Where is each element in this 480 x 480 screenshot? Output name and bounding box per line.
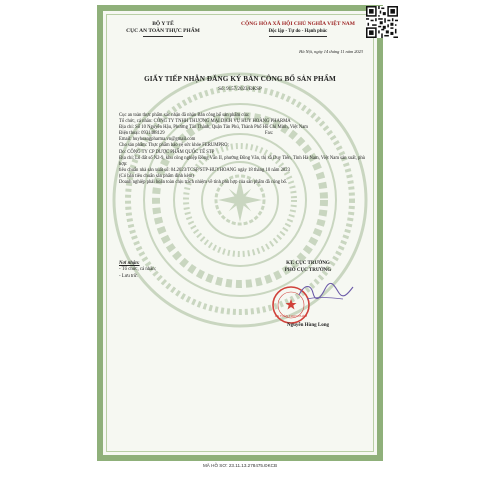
ministry-name: BỘ Y TẾ [152, 21, 174, 27]
stamp-text: AN TOÀN THỰC PHẨM [274, 314, 308, 318]
issuing-authority [123, 21, 203, 37]
recipients-heading: Nơi nhận: [119, 261, 140, 266]
document-number: Số: 9157/2023/ĐKSP [218, 87, 262, 92]
document-title: GIẤY TIẾP NHẬN ĐĂNG KÝ BẢN CÔNG BỐ SẢN PHẨM [144, 75, 336, 83]
national-motto: Độc lập - Tự do - Hạnh phúc [268, 29, 328, 34]
document-page [97, 5, 383, 461]
signature-title-1: KT. CỤC TRƯỞNG [286, 261, 330, 266]
recipients-block [119, 261, 209, 280]
phone-line: Điện thoại: 0931488129 [119, 131, 165, 137]
organization-line: Tổ chức, cá nhân: CÔNG TY TNHH THƯƠNG MẠI DỊCH VỤ HUY HOÀNG PHARMA [119, 119, 291, 125]
dossier-code: MÃ HỒ SƠ: 23.11.13.278475.ĐKCB [202, 463, 278, 468]
address-line: Địa chỉ: Số 10 Nguyễn Hậu, Phường Tân Thành, Quận Tân Phú, Thành Phố Hồ Chí Minh, Việt Nam [119, 125, 308, 131]
product-line: Cho sản phẩm: Thực phẩm bảo vệ sức khỏe FERUMPRO; [119, 143, 229, 149]
email-line: Email: huyhoangpharma.vn@gmail.com [119, 137, 196, 143]
producer-line: Do: CÔNG TY CP DƯỢC PHẨM QUỐC TẾ STP [119, 149, 215, 155]
issue-date: Hà Nội, ngày 14 tháng 11 năm 2023 [299, 49, 363, 54]
document-body [119, 113, 367, 186]
responsibility-line: Doanh nghiệp phải hoàn toàn chịu trách nhiệm về tính phù hợp của sản phẩm đã công bố. [119, 180, 288, 186]
intro-line: Cục an toàn thực phẩm xác nhận đã nhận Bản công bố sản phẩm của: [119, 113, 250, 118]
country-name: CỘNG HÒA XÃ HỘI CHỦ NGHĨA VIỆT NAM [241, 21, 355, 27]
motto-underline [269, 36, 327, 37]
qr-code [366, 6, 398, 38]
national-header [223, 21, 373, 37]
recipient-item: - Lưu trữ. [119, 273, 138, 279]
fax-line: Fax: [265, 131, 274, 137]
signer-name: Nguyễn Hùng Long [287, 323, 329, 328]
recipient-item: - Tổ chức, cá nhân; [119, 267, 157, 273]
standard-line: tiêu chuẩn nhà sản xuất số: 04.2023/TCSP/STP-HUYHOANG ngày 18 tháng 10 năm 2023 [119, 167, 290, 173]
producer-address-line: Địa chỉ: Lô đất số N2-9, khu công nghiệp Đồng Văn II, phường Đồng Văn, thị xã Duy Tiên, Tỉnh Hà Nam, Việt Nam sản xuất, phù hợp: [119, 155, 366, 167]
signature-title-2: PHÓ CỤC TRƯỞNG [284, 267, 332, 273]
department-name: CỤC AN TOÀN THỰC PHẨM [126, 28, 200, 34]
header-underline [143, 36, 183, 37]
standard-note: (Có bản tiêu chuẩn sản phẩm đính kèm) [119, 173, 194, 179]
